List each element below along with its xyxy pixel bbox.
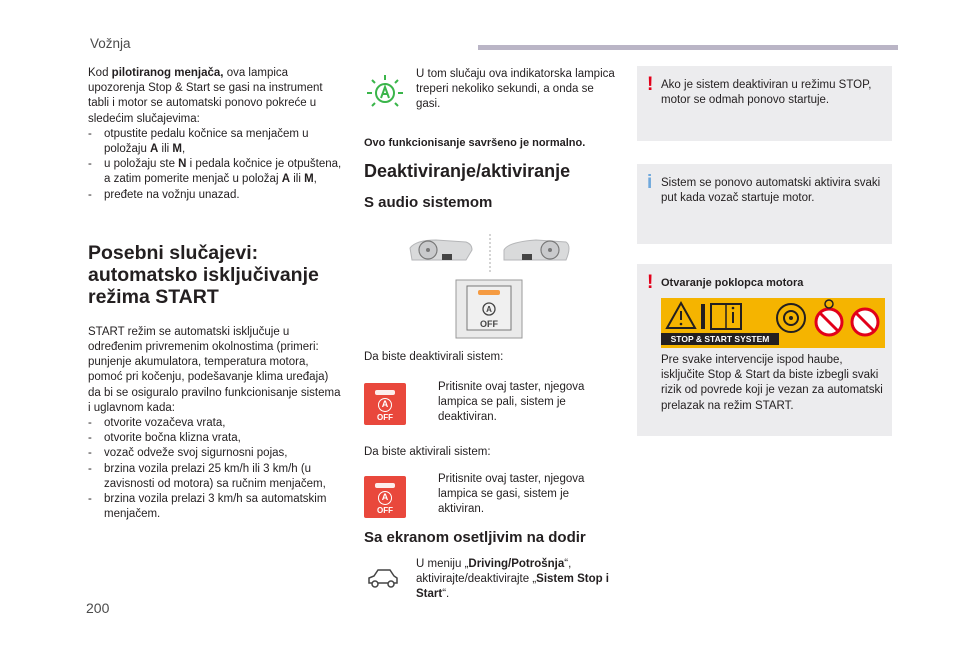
deactivation-heading: Deaktiviranje/aktiviranje [364,161,571,181]
section-title: Vožnja [90,36,131,51]
touchscreen-heading: Sa ekranom osetljivim na dodir [364,529,586,546]
warning-icon: ! [647,74,654,95]
stop-start-indicator-icon [366,73,404,111]
list-item: - otvorite vozačeva vrata, [88,416,343,431]
intro-paragraph: Kod pilotiranog menjača, ova lampica upozorenja Stop & Start se gasi na instrument tabli i motor se automatski ponovo pokreće u sledećim slučajevima: [88,67,323,125]
bonnet-warning-title: Otvaranje poklopca motora [661,277,804,289]
activate-step: Pritisnite ovaj taster, njegova lampica se gasi, sistem je aktiviran. [438,473,585,516]
deactivate-step: Pritisnite ovaj taster, njegova lampica se pali, sistem je deaktiviran. [438,381,585,424]
page-number: 200 [86,600,110,616]
list-item: - otpustite pedalu kočnice sa menjačem u položaju A ili M, [88,127,343,157]
indicator-description: U tom slučaju ova indikatorska lampica treperi nekoliko sekundi, a onda se gasi. [416,68,615,111]
audio-system-heading: S audio sistemom [364,194,493,211]
deactivation-conditions-list [88,416,343,522]
special-cases-heading: Posebni slučajevi: automatsko isključivanje režima START [88,241,319,308]
activate-intro: Da biste aktivirali sistem: [364,446,491,458]
car-menu-icon [366,566,400,590]
warning-box-stop-mode: ! Ako je sistem deaktiviran u režimu STOP, motor se odmah ponovo startuje. [637,66,892,141]
info-box-auto-activation: i Sistem se ponovo automatski aktivira svaki put kada vozač startuje motor. [637,164,892,244]
normal-operation-note: Ovo funkcionisanje savršeno je normalno. [364,137,586,149]
svg-text:OFF: OFF [480,319,498,329]
stop-start-label-text: STOP & START SYSTEM [661,333,779,345]
touchscreen-instructions: U meniju „Driving/Potrošnja“, aktivirajte/deaktivirajte „Sistem Stop i Start“. [416,558,610,601]
column-left [88,66,343,522]
list-item: - brzina vozila prelazi 25 km/h ili 3 km/h (u zavisnosti od motora) sa ručnim menjačem, [88,462,343,492]
info-icon: i [647,172,653,193]
bonnet-warning-text: Pre svake intervencije ispod haube, isključite Stop & Start da biste izbegli svaki rizik od povrede koji je vezan za automatski prelazak na režim START. [661,354,883,412]
warning-box-bonnet [637,264,892,436]
dashboard-illustration-icon [406,232,574,340]
warning-icon: ! [647,272,654,293]
list-item: - vozač odveže svoj sigurnosni pojas, [88,446,343,461]
restart-conditions-list [88,127,343,203]
list-item: - otvorite bočna klizna vrata, [88,431,343,446]
special-cases-paragraph: START režim se automatski isključuje u određenim privremenim okolnostima (primeri: punjenje akumulatora, temperatura motora, pomoć pri kočenju, podešavanje klima uređaja) da bi se osiguralo pravilno funkcionisanje sistema i uglavnom kada: [88,325,341,414]
stop-start-off-button-icon: A OFF [364,383,406,425]
deactivate-intro: Da biste deaktivirali sistem: [364,351,504,363]
list-item: - pređete na vožnju unazad. [88,188,343,203]
header-bar [478,45,898,50]
list-item: - brzina vozila prelazi 3 km/h sa automatskim menjačem. [88,492,343,522]
stop-start-off-button-icon: A OFF [364,476,406,518]
svg-text:A: A [486,305,492,314]
list-item: - u položaju ste N i pedala kočnice je otpuštena, a zatim pomerite menjač u položaj A ili M, [88,157,343,187]
